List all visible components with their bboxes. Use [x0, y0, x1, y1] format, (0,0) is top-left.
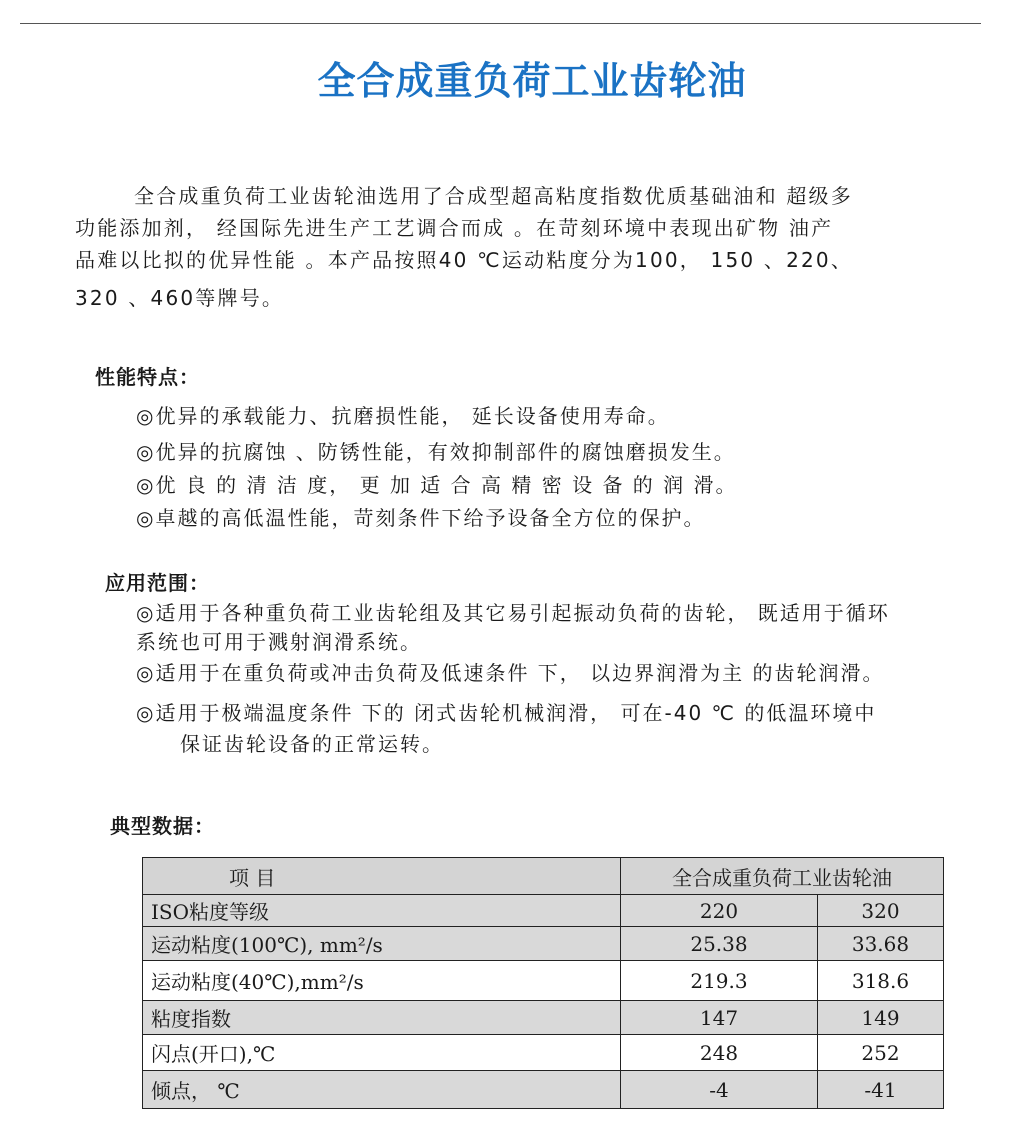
row-label: 粘度指数 [143, 1001, 621, 1035]
row-value-320: 252 [818, 1035, 944, 1071]
header-item: 项 目 [143, 858, 621, 895]
row-label: 运动粘度(40℃),mm²/s [143, 961, 621, 1001]
intro-line-3: 品难以比拟的优异性能 。本产品按照40 ℃运动粘度分为100， 150 、220、 [75, 248, 854, 272]
typical-data-table [142, 857, 944, 1109]
table-row [143, 895, 944, 927]
header-product: 全合成重负荷工业齿轮油 [621, 858, 944, 895]
row-label: ISO粘度等级 [143, 895, 621, 927]
feature-item: ◎优 良 的 清 洁 度， 更 加 适 合 高 精 密 设 备 的 润 滑。 [136, 473, 738, 497]
intro-line-2: 功能添加剂， 经国际先进生产工艺调合而成 。在苛刻环境中表现出矿物 油产 [75, 216, 834, 240]
table-row [143, 927, 944, 961]
row-label: 运动粘度(100℃), mm²/s [143, 927, 621, 961]
application-item: ◎适用于极端温度条件 下的 闭式齿轮机械润滑， 可在-40 ℃ 的低温环境中 [136, 701, 877, 725]
application-item-continuation: 系统也可用于溅射润滑系统。 [136, 630, 422, 654]
table-row [143, 961, 944, 1001]
row-label: 倾点， ℃ [143, 1071, 621, 1109]
row-value-220: 147 [621, 1001, 818, 1035]
application-item-continuation: 保证齿轮设备的正常运转。 [180, 732, 444, 756]
table-row [143, 1001, 944, 1035]
row-label: 闪点(开口),℃ [143, 1035, 621, 1071]
intro-line-1: 全合成重负荷工业齿轮油选用了合成型超高粘度指数优质基础油和 超级多 [134, 184, 853, 208]
page-title: 全合成重负荷工业齿轮油 [317, 59, 747, 103]
row-value-320: 149 [818, 1001, 944, 1035]
table-row [143, 1071, 944, 1109]
feature-item: ◎优异的抗腐蚀 、防锈性能，有效抑制部件的腐蚀磨损发生。 [136, 440, 736, 464]
intro-line-4: 320 、460等牌号。 [75, 286, 285, 310]
table-row [143, 1035, 944, 1071]
applications-heading: 应用范围： [105, 571, 210, 595]
row-value-220: 220 [621, 895, 818, 927]
row-value-220: -4 [621, 1071, 818, 1109]
row-value-220: 248 [621, 1035, 818, 1071]
row-value-320: -41 [818, 1071, 944, 1109]
table-header-row [143, 858, 944, 895]
data-heading: 典型数据： [110, 814, 215, 838]
top-rule [20, 23, 981, 24]
row-value-320: 33.68 [818, 927, 944, 961]
feature-item: ◎优异的承载能力、抗磨损性能， 延长设备使用寿命。 [136, 404, 670, 428]
application-item: ◎适用于各种重负荷工业齿轮组及其它易引起振动负荷的齿轮， 既适用于循环 [136, 601, 890, 625]
row-value-220: 25.38 [621, 927, 818, 961]
row-value-320: 318.6 [818, 961, 944, 1001]
row-value-320: 320 [818, 895, 944, 927]
features-heading: 性能特点： [95, 365, 200, 389]
row-value-220: 219.3 [621, 961, 818, 1001]
feature-item: ◎卓越的高低温性能，苛刻条件下给予设备全方位的保护。 [136, 506, 706, 530]
application-item: ◎适用于在重负荷或冲击负荷及低速条件 下， 以边界润滑为主 的齿轮润滑。 [136, 661, 885, 685]
